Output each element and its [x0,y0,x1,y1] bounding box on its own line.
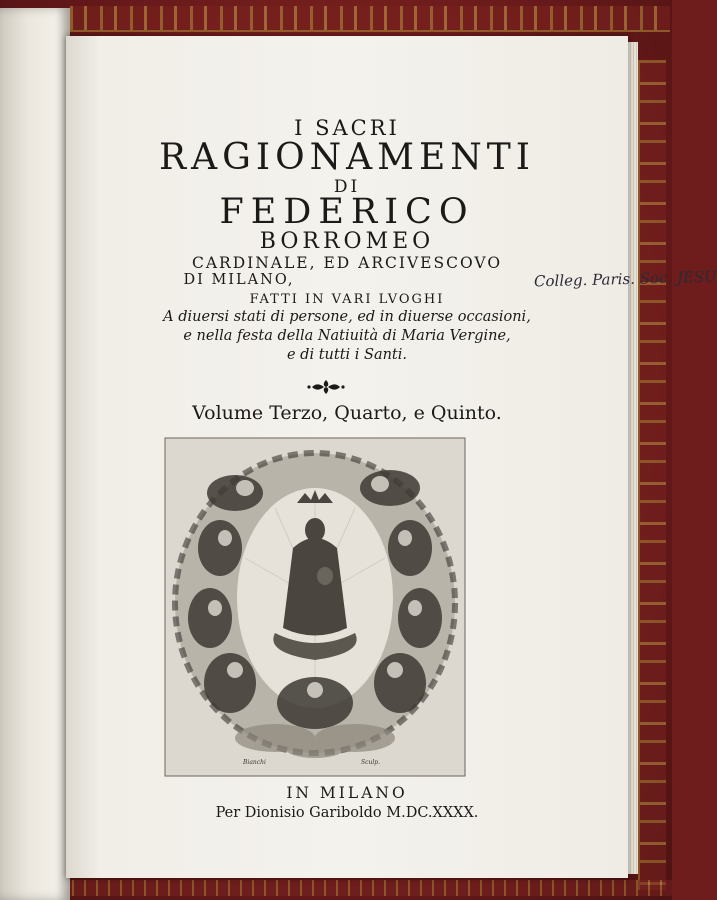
title-line-di: DI [333,177,361,197]
subtitle-line-1: A diuersi stati di persone, ed in diuerse occasioni, [163,309,531,325]
printer-ornament-icon [306,378,346,396]
title-page [66,36,717,878]
author-surname: BORROMEO [259,229,435,254]
engraver-signature-right: Sculp. [361,759,381,766]
title-line-ragionamenti: RAGIONAMENTI [159,137,535,178]
gilt-border-top [70,6,670,32]
gilt-border-bottom [60,880,672,896]
imprint-city: IN MILANO [286,784,408,802]
subtitle-line-3: e di tutti i Santi. [286,347,408,363]
subtitle-line-2: e nella festa della Natiuità di Maria Vergine, [183,328,511,344]
author-see: DI MILANO, [183,272,295,288]
left-page-edge [0,8,70,900]
engraver-signature-left: Bianchi [243,759,266,766]
title-line-sacri: I SACRI [294,116,400,140]
engraving-madonna-and-angels [165,438,465,776]
author-first-name: FEDERICO [219,192,475,232]
author-title: CARDINALE, ED ARCIVESCOVO [191,254,503,272]
ownership-inscription: Colleg. Paris. Soc. JESU [533,267,717,291]
page-block-edge [628,42,638,874]
imprint-publisher: Per Dionisio Gariboldo M.DC.XXXX. [215,805,479,821]
volume-statement: Volume Terzo, Quarto, e Quinto. [192,402,502,424]
gilt-border-right [638,60,666,890]
subtitle-places: FATTI IN VARI LVOGHI [249,292,445,307]
